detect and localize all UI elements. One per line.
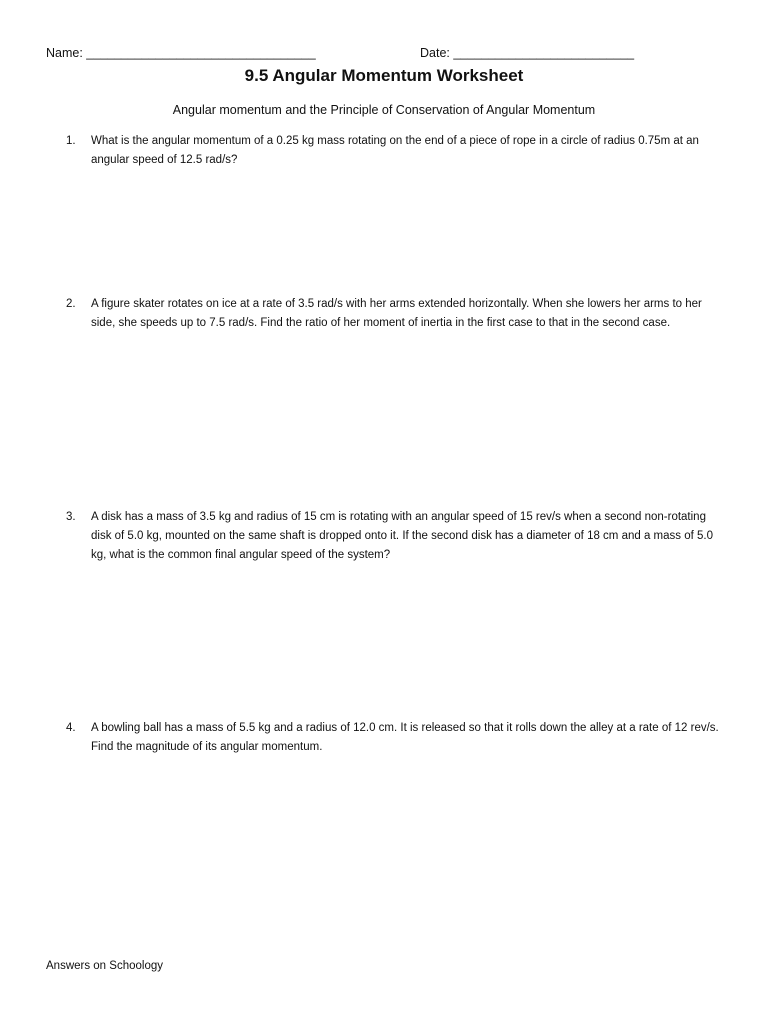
question-item — [66, 132, 726, 170]
question-item — [66, 508, 726, 565]
page-title: 9.5 Angular Momentum Worksheet — [244, 66, 524, 85]
question-text: What is the angular momentum of a 0.25 kg mass rotating on the end of a piece of rope in a circle of radius 0.75m at an angular speed of 12.5 rad/s? — [91, 135, 699, 166]
question-item — [66, 295, 726, 333]
question-number: 3. — [66, 511, 76, 523]
footer-note: Answers on Schoology — [46, 960, 163, 972]
question-item — [66, 719, 726, 757]
name-field: Name: _________________________________ — [46, 46, 316, 60]
question-text: A disk has a mass of 3.5 kg and radius of 15 cm is rotating with an angular speed of 15 rev/s when a second non-rotating disk of 5.0 kg, mounted on the same shaft is dropped onto it. If the second disk has a diameter of 18 cm and a mass of 5.0 kg, what is the common final angular speed of the system? — [91, 511, 713, 561]
question-number: 4. — [66, 722, 76, 734]
question-number: 1. — [66, 135, 76, 147]
date-field: Date: __________________________ — [420, 46, 635, 60]
question-number: 2. — [66, 298, 76, 310]
page-subtitle: Angular momentum and the Principle of Conservation of Angular Momentum — [172, 103, 596, 117]
question-text: A bowling ball has a mass of 5.5 kg and a radius of 12.0 cm. It is released so that it rolls down the alley at a rate of 12 rev/s. Find the magnitude of its angular momentum. — [91, 722, 719, 753]
question-text: A figure skater rotates on ice at a rate of 3.5 rad/s with her arms extended horizontally. When she lowers her arms to her side, she speeds up to 7.5 rad/s. Find the ratio of her moment of inertia in the first case to that in the second case. — [91, 298, 702, 329]
